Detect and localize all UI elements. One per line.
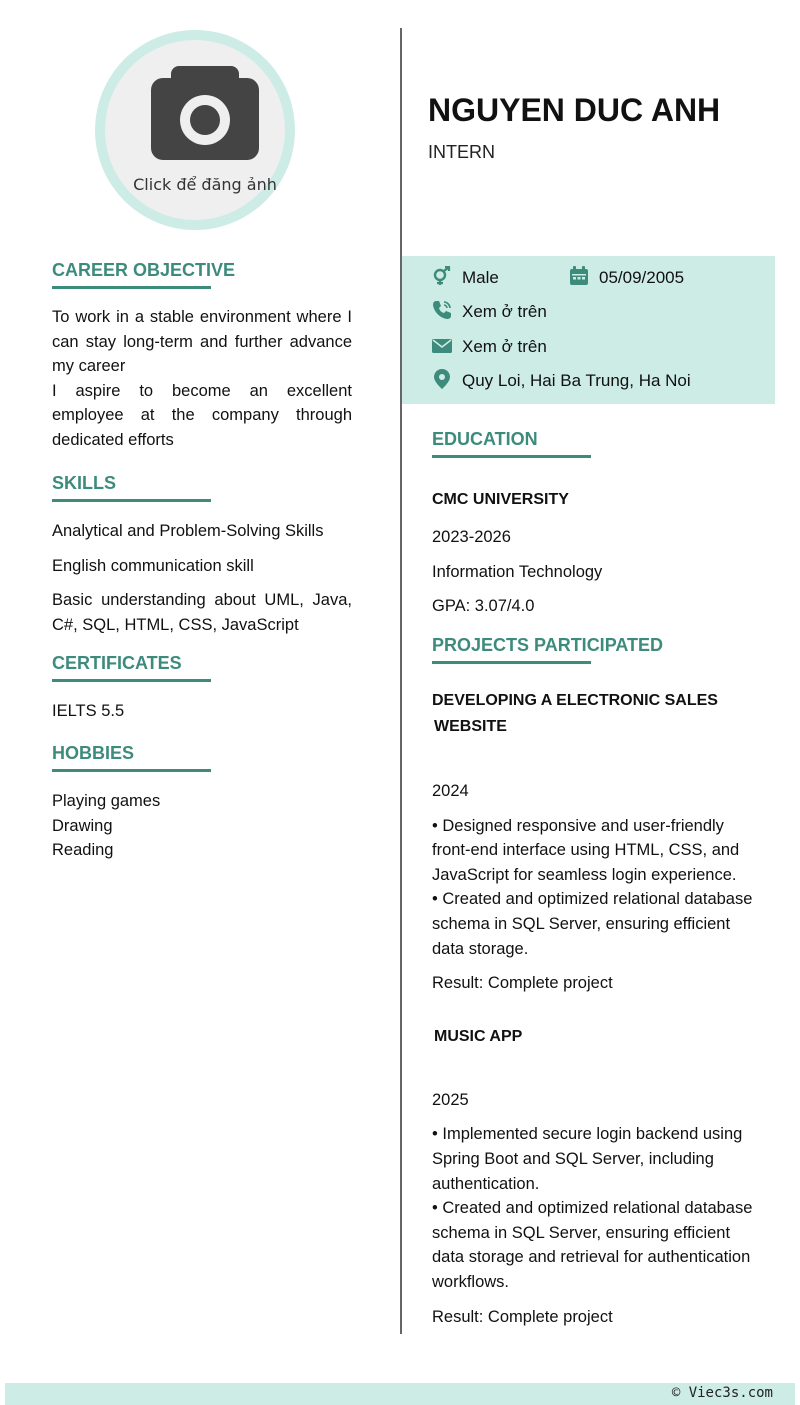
section-title: CERTIFICATES [52, 653, 182, 673]
project-year: 2024 [432, 782, 469, 800]
project-bullet: • Created and optimized relational database schema in SQL Server, ensuring efficient data storage. [432, 890, 753, 958]
hobby-item: Drawing [52, 816, 113, 835]
birthday-value: 05/09/2005 [599, 268, 685, 287]
project-bullet: • Designed responsive and user-friendly front-end interface using HTML, CSS, and JavaScript for seamless login experience. [432, 816, 740, 884]
project-bullet: • Created and optimized relational database schema in SQL Server, ensuring efficient data storage and retrieval for authentication [432, 1199, 753, 1267]
school-name: CMC UNIVERSITY [432, 491, 569, 508]
skill-item: English communication skill [52, 556, 254, 575]
location-pin-icon [432, 369, 452, 389]
column-divider [400, 28, 402, 1334]
hobby-item: Playing games [52, 792, 161, 810]
hobby-item: Reading [52, 841, 114, 860]
section-title: SKILLS [52, 473, 117, 493]
section-underline [52, 286, 211, 289]
project-name: MUSIC APP [434, 1027, 523, 1045]
education-section [432, 427, 762, 619]
section-underline [432, 455, 591, 458]
section-underline [432, 661, 591, 664]
phone-value: Xem ở trên [462, 302, 547, 321]
candidate-role: INTERN [428, 142, 495, 162]
section-title: PROJECTS PARTICIPATED [432, 635, 664, 655]
email-value: Xem ở trên [462, 337, 547, 356]
camera-icon [151, 66, 259, 160]
career-objective-section [52, 258, 352, 453]
projects-section [432, 633, 762, 1329]
skill-item: Basic understanding about UML, Java, C#, SQL, HTML, CSS, JavaScript [52, 591, 352, 634]
avatar-upload[interactable] [95, 30, 295, 230]
section-underline [52, 769, 211, 772]
contact-info-panel [402, 256, 775, 404]
project-result: Result: Complete project [432, 1307, 613, 1326]
project-bullet: • Implemented secure login backend using Spring Boot and SQL Server, including authentication. [432, 1125, 743, 1193]
skill-item: Analytical and Problem-Solving Skills [52, 522, 324, 540]
candidate-name: NGUYEN DUC ANH [428, 92, 721, 128]
footer-credit[interactable]: © Viec3s.com [671, 1385, 773, 1401]
upload-photo-label[interactable]: Click để đăng ảnh [133, 175, 277, 194]
address-value: Quy Loi, Hai Ba Trung, Ha Noi [462, 371, 691, 390]
hobbies-section [52, 741, 352, 863]
project-item [432, 1024, 762, 1329]
section-underline [52, 679, 211, 682]
education-major: Information Technology [432, 562, 603, 581]
footer-bar [5, 1383, 795, 1405]
gender-value: Male [462, 268, 499, 287]
skills-section [52, 471, 352, 637]
project-result: Result: Complete project [432, 974, 613, 993]
avatar-placeholder[interactable] [105, 40, 285, 220]
project-name-cont: WEBSITE [434, 718, 507, 735]
section-title: CAREER OBJECTIVE [52, 260, 236, 280]
objective-line-2: I aspire to become an excellent employee at the company through dedicated efforts [52, 381, 352, 449]
calendar-icon [569, 266, 589, 286]
project-bullet-tail: workflows. [432, 1272, 510, 1291]
certificates-section [52, 651, 352, 724]
education-gpa: GPA: 3.07/4.0 [432, 597, 535, 616]
gender-icon [432, 266, 452, 286]
phone-icon [432, 300, 452, 320]
section-title: EDUCATION [432, 429, 538, 449]
section-underline [52, 499, 211, 502]
project-item [432, 688, 762, 996]
objective-line-1: To work in a stable environment where I can stay long-term and further advance my career [52, 308, 352, 376]
section-title: HOBBIES [52, 743, 135, 763]
email-icon [432, 336, 452, 356]
certificate-item: IELTS 5.5 [52, 702, 125, 720]
education-years: 2023-2026 [432, 528, 511, 546]
project-name: DEVELOPING A ELECTRONIC SALES [432, 692, 718, 709]
project-year: 2025 [432, 1090, 469, 1109]
